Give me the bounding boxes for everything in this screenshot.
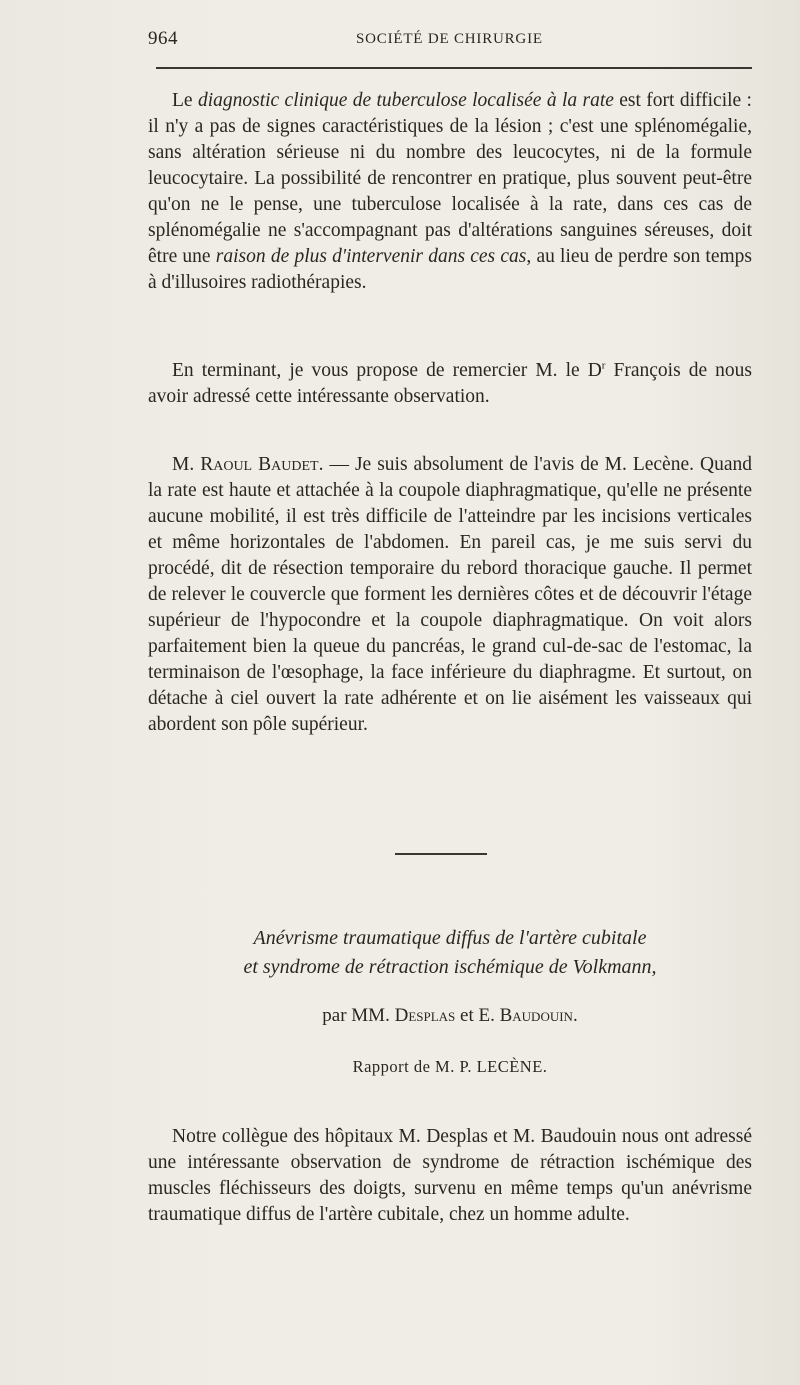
report-byline: Rapport de M. P. LECÈNE. [352, 1057, 548, 1076]
page-header [148, 28, 752, 58]
para1-text-1: Le [172, 90, 198, 111]
section-divider [395, 853, 487, 855]
article-title [148, 924, 752, 982]
author-desplas: Desplas [394, 1005, 456, 1026]
header-rule [156, 67, 752, 69]
page-number: 964 [148, 28, 178, 49]
authors-prefix: par MM. [322, 1005, 395, 1026]
running-title: SOCIÉTÉ DE CHIRURGIE [356, 31, 543, 47]
author-baudouin: Baudouin [499, 1005, 573, 1026]
para1-emphasis-2: raison de plus d'intervenir dans ces cas [215, 246, 527, 267]
para3-text: . — Je suis absolument de l'avis de M. Lecène. Quand la rate est haute et attachée à la coupole diaphragmatique, qu'elle ne présente aucune mobilité, il est très difficile de l'atteindre par les incisions verticales et même horizontales de l'abdomen. En pareil cas, je me suis servi du procédé, dit de résection temporaire du rebord thoracique gauche. Il permet de relever le couvercle que forment les dernières côtes et de découvrir l'étage supérieur de l'hypocondre et la coupole diaphragmatique. On voit alors parfaitement bien la queue du pancréas, le grand cul-de-sac de l'estomac, la terminaison de l'œsophage, la face inférieure du diaphragme. Et surtout, on détache à ciel ouvert la rate adhérente et on lie aisément les vaisseaux qui abordent son pôle supérieur. [148, 454, 752, 735]
article-title-line-1: Anévrisme traumatique diffus de l'artère cubitale [253, 927, 647, 949]
paragraph-diagnosis [148, 88, 752, 296]
authors-and: et E. [455, 1005, 500, 1026]
para1-text-3: , au lieu de perdre son temps à d'illusoires radiothérapies. [148, 246, 752, 293]
authors-suffix: . [572, 1005, 578, 1026]
para1-emphasis-1: diagnostic clinique de tuberculose localisée à la rate [197, 90, 614, 111]
paragraph-baudet [148, 452, 752, 738]
speaker-prefix: M. [172, 454, 201, 475]
para2-superscript: r [601, 359, 606, 372]
para2-text-1: En terminant, je vous propose de remercier M. le D [172, 360, 602, 381]
paragraph-conclusion [148, 358, 752, 410]
article-title-line-2: et syndrome de rétraction ischémique de Volkmann, [243, 956, 657, 978]
para4-text: Notre collègue des hôpitaux M. Desplas et M. Baudouin nous ont adressé une intéressante observation de syndrome de rétraction ischémique des muscles fléchisseurs des doigts, survenu en même temps qu'un anévrisme traumatique diffus de l'artère cubitale, chez un homme adulte. [148, 1126, 752, 1225]
para1-text-2: est fort difficile : il n'y a pas de signes caractéristiques de la lésion ; c'est une splénomégalie, sans altération sérieuse ni du nombre des leucocytes, ni de la formule leucocytaire. La possibilité de rencontrer en pratique, plus souvent peut-être qu'on ne le pense, une tuberculose localisée à la rate, dans ces cas de splénomégalie ne s'accompagnant pas d'altérations sanguines séreuses, doit être une [148, 90, 752, 267]
article-authors [148, 1005, 752, 1027]
para2-text-2: François de nous avoir adressé cette intéressante observation. [148, 360, 752, 407]
speaker-name: Raoul Baudet [200, 454, 319, 475]
paragraph-report [148, 1124, 752, 1228]
